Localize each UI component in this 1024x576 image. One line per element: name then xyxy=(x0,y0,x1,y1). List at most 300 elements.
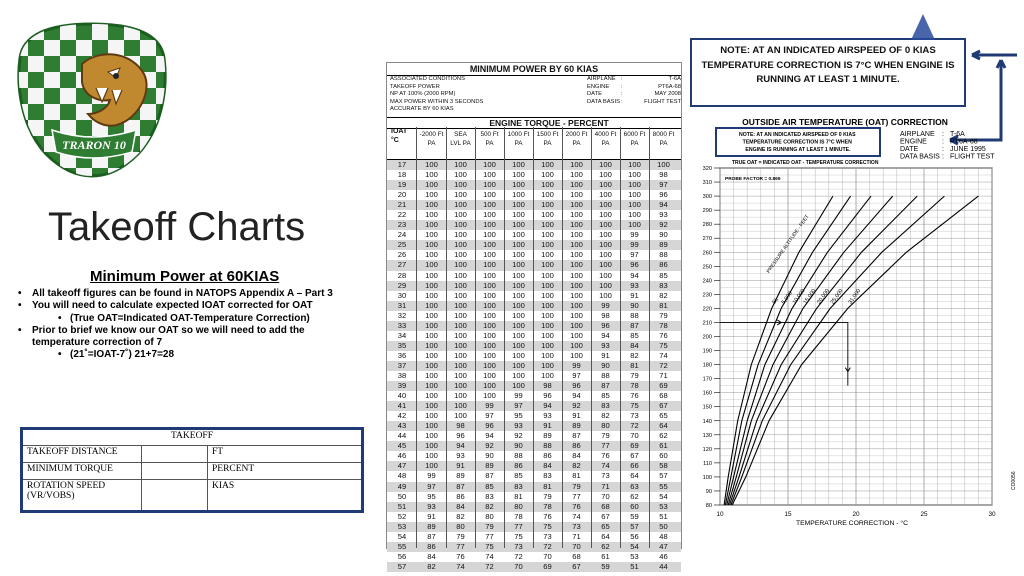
table-row xyxy=(387,381,681,391)
meta-value: PT6A-68 xyxy=(658,83,681,90)
torque-cell: 100 xyxy=(483,330,496,340)
torque-cell: 100 xyxy=(570,230,583,240)
table-row xyxy=(387,502,681,512)
torque-cell: 100 xyxy=(512,381,525,391)
torque-cell: 61 xyxy=(659,441,668,451)
meta-key: AIRPLANE xyxy=(587,76,616,82)
ioat-cell: 52 xyxy=(397,511,407,521)
meta-value: PT6A-68 xyxy=(950,138,978,146)
torque-cell: 100 xyxy=(512,290,525,300)
torque-cell: 100 xyxy=(425,350,438,360)
torque-cell: 99 xyxy=(630,240,639,250)
torque-cell: 100 xyxy=(483,300,496,310)
torque-cell: 100 xyxy=(425,320,438,330)
torque-cell: 70 xyxy=(514,561,523,571)
takeoff-data-card xyxy=(20,427,364,513)
torque-cell: 59 xyxy=(601,561,610,571)
torque-cell: 100 xyxy=(425,391,438,401)
torque-cell: 79 xyxy=(601,431,610,441)
oat-chart-meta xyxy=(900,131,995,161)
torque-cell: 100 xyxy=(512,240,525,250)
torque-cell: 53 xyxy=(630,551,639,561)
torque-cell: 100 xyxy=(541,160,554,169)
ioat-cell: 23 xyxy=(397,220,407,230)
torque-cell: 75 xyxy=(630,401,639,411)
torque-cell: 98 xyxy=(659,170,668,180)
torque-cell: 84 xyxy=(543,461,552,471)
torque-cell: 87 xyxy=(427,531,436,541)
torque-cell: 87 xyxy=(601,381,610,391)
table-row xyxy=(387,281,681,291)
ioat-cell: 20 xyxy=(397,190,407,200)
torque-cell: 72 xyxy=(485,561,494,571)
table-row xyxy=(387,230,681,240)
y-tick-label: 140 xyxy=(702,418,712,425)
torque-cell: 100 xyxy=(512,280,525,290)
takeoff-card-row xyxy=(22,463,363,480)
torque-cell: 86 xyxy=(659,260,668,270)
torque-cell: 100 xyxy=(541,350,554,360)
torque-cell: 62 xyxy=(630,491,639,501)
torque-cell: 87 xyxy=(485,471,494,481)
rotation-speed-field[interactable] xyxy=(142,480,208,512)
torque-cell: 58 xyxy=(659,461,668,471)
torque-cell: 75 xyxy=(659,340,668,350)
torque-cell: 76 xyxy=(630,391,639,401)
x-tick-label: 25 xyxy=(920,511,928,518)
y-tick-label: 270 xyxy=(702,236,712,243)
torque-cell: 57 xyxy=(659,471,668,481)
torque-cell: 100 xyxy=(425,170,438,180)
ioat-cell: 31 xyxy=(397,300,407,310)
torque-cell: 100 xyxy=(570,340,583,350)
ioat-cell: 44 xyxy=(397,431,407,441)
torque-cell: 100 xyxy=(570,170,583,180)
torque-cell: 94 xyxy=(485,431,494,441)
torque-cell: 70 xyxy=(572,541,581,551)
torque-cell: 100 xyxy=(425,290,438,300)
table-row xyxy=(387,441,681,451)
ioat-cell: 26 xyxy=(397,250,407,260)
table-row xyxy=(387,180,681,190)
torque-cell: 98 xyxy=(543,381,552,391)
torque-cell: 100 xyxy=(483,350,496,360)
torque-cell: 89 xyxy=(543,431,552,441)
table-row xyxy=(387,391,681,401)
ioat-cell: 43 xyxy=(397,421,407,431)
torque-cell: 100 xyxy=(483,190,496,200)
svg-text::: : xyxy=(942,131,944,138)
column-header: 1500 Ft PA xyxy=(536,131,559,147)
ioat-cell: 40 xyxy=(397,391,407,401)
torque-cell: 99 xyxy=(630,230,639,240)
torque-cell: 93 xyxy=(630,280,639,290)
torque-cell: 84 xyxy=(630,340,639,350)
torque-cell: 76 xyxy=(659,330,668,340)
torque-cell: 77 xyxy=(572,491,581,501)
torque-cell: 54 xyxy=(630,541,639,551)
torque-cell: 100 xyxy=(483,250,496,260)
torque-cell: 83 xyxy=(485,491,494,501)
torque-cell: 100 xyxy=(454,401,467,411)
torque-cell: 97 xyxy=(659,180,668,190)
ioat-cell: 29 xyxy=(397,280,407,290)
takeoff-card-row xyxy=(22,480,363,512)
table-row xyxy=(387,552,681,562)
torque-cell: 71 xyxy=(601,481,610,491)
ioat-cell: 32 xyxy=(397,310,407,320)
torque-cell: 100 xyxy=(454,310,467,320)
torque-cell: 100 xyxy=(512,210,525,220)
torque-cell: 59 xyxy=(630,511,639,521)
ioat-cell: 49 xyxy=(397,481,407,491)
torque-cell: 79 xyxy=(572,481,581,491)
formula-label: TRUE OAT = INDICATED OAT - TEMPERATURE CORRECTION xyxy=(732,160,879,166)
torque-cell: 100 xyxy=(599,220,612,230)
bullet-item: • You will need to calculate expected IOAT corrected for OAT xyxy=(18,300,348,312)
torque-cell: 100 xyxy=(425,280,438,290)
torque-cell: 100 xyxy=(454,220,467,230)
torque-cell: 64 xyxy=(601,531,610,541)
torque-cell: 100 xyxy=(570,310,583,320)
ioat-cell: 41 xyxy=(397,401,407,411)
torque-cell: 100 xyxy=(425,300,438,310)
arrow-icon xyxy=(997,60,1005,100)
torque-cell: 100 xyxy=(512,200,525,210)
torque-cell: 100 xyxy=(541,180,554,190)
ioat-cell: 50 xyxy=(397,491,407,501)
ioat-cell: 18 xyxy=(397,170,407,180)
torque-cell: 71 xyxy=(659,370,668,380)
ioat-cell: 51 xyxy=(397,501,407,511)
bullet-item: • Prior to brief we know our OAT so we will need to add the temperature correction of 7 xyxy=(18,325,348,350)
torque-cell: 50 xyxy=(659,521,668,531)
torque-cell: 96 xyxy=(456,431,465,441)
torque-cell: 100 xyxy=(454,411,467,421)
torque-cell: 100 xyxy=(599,180,612,190)
torque-cell: 100 xyxy=(599,210,612,220)
torque-cell: 100 xyxy=(570,270,583,280)
meta-key: DATA BASIS xyxy=(587,98,620,105)
torque-cell: 100 xyxy=(425,431,438,441)
torque-cell: 100 xyxy=(483,381,496,391)
y-tick-label: 110 xyxy=(703,460,712,467)
torque-cell: 100 xyxy=(599,190,612,200)
torque-cell: 80 xyxy=(601,421,610,431)
x-tick-label: 20 xyxy=(852,511,860,518)
table-row xyxy=(387,351,681,361)
associated-conditions xyxy=(390,76,530,114)
torque-cell: 100 xyxy=(570,220,583,230)
torque-cell: 100 xyxy=(512,370,525,380)
torque-cell: 86 xyxy=(572,441,581,451)
torque-cell: 91 xyxy=(427,511,436,521)
y-tick-label: 80 xyxy=(705,503,712,509)
torque-cell: 90 xyxy=(514,441,523,451)
torque-cell: 82 xyxy=(572,461,581,471)
torque-cell: 100 xyxy=(425,180,438,190)
small-note-line: TEMPERATURE CORRECTION IS 7°C WHEN xyxy=(742,139,852,146)
ioat-cell: 56 xyxy=(397,551,407,561)
torque-cell: 53 xyxy=(659,501,668,511)
torque-cell: 96 xyxy=(630,260,639,270)
table-row xyxy=(387,562,681,572)
torque-cell: 88 xyxy=(601,370,610,380)
torque-cell: 64 xyxy=(630,471,639,481)
torque-cell: 100 xyxy=(541,170,554,180)
torque-cell: 100 xyxy=(425,360,438,370)
torque-cell: 97 xyxy=(572,370,581,380)
y-tick-label: 290 xyxy=(702,208,712,215)
torque-cell: 73 xyxy=(601,471,610,481)
y-tick-label: 280 xyxy=(702,222,712,229)
altitude-label: 10,000 xyxy=(791,288,807,306)
row-unit: PERCENT xyxy=(208,463,363,480)
torque-cell: 90 xyxy=(601,360,610,370)
torque-cell: 93 xyxy=(601,340,610,350)
table-row xyxy=(387,512,681,522)
torque-cell: 97 xyxy=(630,250,639,260)
torque-cell: 100 xyxy=(425,240,438,250)
torque-cell: 84 xyxy=(427,551,436,561)
torque-cell: 100 xyxy=(570,160,583,169)
torque-cell: 100 xyxy=(454,270,467,280)
torque-cell: 80 xyxy=(485,511,494,521)
table-row xyxy=(387,532,681,542)
meta-key: AIRPLANE xyxy=(900,131,935,138)
torque-cell: 100 xyxy=(425,160,438,169)
traron-10-squadron-logo xyxy=(12,18,172,178)
torque-cell: 47 xyxy=(659,541,668,551)
pressure-altitude-label: PRESSURE ALTITUDE - FEET xyxy=(765,213,811,275)
chart-title: MINIMUM POWER BY 60 KIAS xyxy=(387,64,681,76)
torque-cell: 77 xyxy=(456,541,465,551)
torque-cell: 100 xyxy=(425,421,438,431)
torque-cell: 51 xyxy=(630,561,639,571)
ioat-cell: 30 xyxy=(397,290,407,300)
torque-cell: 100 xyxy=(541,300,554,310)
torque-cell: 100 xyxy=(483,290,496,300)
y-tick-label: 310 xyxy=(702,180,712,187)
table-row xyxy=(387,250,681,260)
torque-cell: 100 xyxy=(570,290,583,300)
x-tick-label: 10 xyxy=(716,511,724,518)
torque-cell: 100 xyxy=(454,350,467,360)
table-row xyxy=(387,522,681,532)
torque-cell: 100 xyxy=(541,230,554,240)
torque-cell: 60 xyxy=(630,501,639,511)
torque-cell: 79 xyxy=(485,521,494,531)
meta-key: DATE xyxy=(900,146,919,153)
table-row xyxy=(387,301,681,311)
column-header: 2000 Ft PA xyxy=(565,131,588,147)
torque-cell: 100 xyxy=(425,411,438,421)
ioat-cell: 53 xyxy=(397,521,407,531)
torque-cell: 90 xyxy=(485,451,494,461)
y-tick-label: 190 xyxy=(702,348,712,355)
note-box: NOTE: AT AN INDICATED AIRSPEED OF 0 KIAS TEMPERATURE CORRECTION IS 7°C WHEN ENGINE IS RUNNING AT LEAST 1 MINUTE. xyxy=(690,38,966,107)
torque-cell: 100 xyxy=(483,270,496,280)
torque-cell: 95 xyxy=(514,411,523,421)
table-row xyxy=(387,341,681,351)
svg-text::: : xyxy=(942,153,944,161)
torque-cell: 100 xyxy=(512,230,525,240)
torque-cell: 62 xyxy=(659,431,668,441)
torque-cell: 100 xyxy=(425,370,438,380)
torque-cell: 100 xyxy=(599,160,612,169)
torque-cell: 89 xyxy=(427,521,436,531)
row-label: MINIMUM TORQUE xyxy=(22,463,142,480)
oat-chart-title: OUTSIDE AIR TEMPERATURE (OAT) CORRECTION xyxy=(742,117,948,127)
torque-cell: 80 xyxy=(456,521,465,531)
torque-cell: 100 xyxy=(541,200,554,210)
torque-cell: 100 xyxy=(425,210,438,220)
torque-cell: 54 xyxy=(659,491,668,501)
y-tick-label: 250 xyxy=(702,264,712,271)
torque-cell: 61 xyxy=(601,551,610,561)
torque-cell: 62 xyxy=(601,541,610,551)
torque-cell: 74 xyxy=(456,561,465,571)
condition-line: ACCURATE BY 60 KIAS xyxy=(390,106,454,112)
torque-cell: 85 xyxy=(630,330,639,340)
torque-cell: 87 xyxy=(572,431,581,441)
arrow-icon xyxy=(972,51,1017,59)
torque-cell: 100 xyxy=(454,370,467,380)
y-tick-label: 130 xyxy=(702,432,712,439)
meta-row: DATA BASIS : FLIGHT TEST xyxy=(587,98,681,105)
torque-cell: 88 xyxy=(543,441,552,451)
torque-cell: 100 xyxy=(541,250,554,260)
torque-cell: 100 xyxy=(599,270,612,280)
svg-text::: : xyxy=(942,138,944,146)
torque-cell: 81 xyxy=(514,491,523,501)
torque-cell: 73 xyxy=(543,531,552,541)
table-row xyxy=(387,170,681,180)
torque-cell: 93 xyxy=(514,421,523,431)
torque-cell: 100 xyxy=(454,160,467,169)
torque-cell: 90 xyxy=(630,300,639,310)
torque-cell: 100 xyxy=(425,451,438,461)
torque-cell: 86 xyxy=(456,491,465,501)
torque-cell: 78 xyxy=(543,501,552,511)
torque-cell: 100 xyxy=(483,360,496,370)
ioat-header: IOAT °C xyxy=(391,128,408,144)
torque-cell: 100 xyxy=(512,360,525,370)
torque-cell: 55 xyxy=(659,481,668,491)
torque-cell: 100 xyxy=(454,381,467,391)
oat-correction-chart xyxy=(690,0,1024,576)
torque-cell: 70 xyxy=(543,551,552,561)
torque-cell: 100 xyxy=(512,160,525,169)
torque-cell: 72 xyxy=(630,421,639,431)
torque-cell: 100 xyxy=(541,190,554,200)
x-tick-label: 15 xyxy=(784,511,792,518)
torque-cell: 69 xyxy=(659,381,668,391)
torque-cell: 100 xyxy=(541,240,554,250)
column-header: -2000 Ft PA xyxy=(419,131,444,147)
torque-cell: 100 xyxy=(483,370,496,380)
table-row xyxy=(387,190,681,200)
torque-cell: 100 xyxy=(454,340,467,350)
meta-value: FLIGHT TEST xyxy=(950,153,995,161)
torque-cell: 73 xyxy=(630,411,639,421)
ioat-cell: 46 xyxy=(397,451,407,461)
y-tick-label: 120 xyxy=(702,446,712,453)
torque-cell: 96 xyxy=(543,391,552,401)
torque-cell: 74 xyxy=(572,511,581,521)
torque-cell: 79 xyxy=(456,531,465,541)
torque-cell: 66 xyxy=(630,461,639,471)
bullet-item: • All takeoff figures can be found in NATOPS Appendix A – Part 3 xyxy=(18,288,348,300)
probe-factor-label: PROBE FACTOR = 0.869 xyxy=(725,177,781,182)
minimum-torque-field[interactable] xyxy=(142,463,208,480)
torque-cell: 74 xyxy=(659,350,668,360)
meta-key: DATA BASIS xyxy=(900,153,940,161)
torque-cell: 100 xyxy=(599,170,612,180)
torque-cell: 82 xyxy=(456,511,465,521)
meta-value: FLIGHT TEST xyxy=(644,98,681,105)
bullet-subitem: • (True OAT=Indicated OAT-Temperature Correction) xyxy=(18,313,348,325)
torque-cell: 85 xyxy=(601,391,610,401)
torque-cell: 100 xyxy=(512,340,525,350)
torque-cell: 100 xyxy=(483,310,496,320)
torque-cell: 100 xyxy=(628,160,641,169)
torque-cell: 67 xyxy=(659,401,668,411)
torque-cell: 99 xyxy=(601,300,610,310)
torque-cell: 100 xyxy=(454,280,467,290)
y-tick-label: 320 xyxy=(702,166,712,172)
torque-cell: 96 xyxy=(572,381,581,391)
torque-cell: 100 xyxy=(512,260,525,270)
altitude-label: 20,000 xyxy=(816,288,832,306)
torque-cell: 99 xyxy=(485,401,494,411)
torque-cell: 100 xyxy=(425,200,438,210)
torque-cell: 82 xyxy=(427,561,436,571)
torque-cell: 100 xyxy=(570,350,583,360)
torque-cell: 100 xyxy=(628,210,641,220)
bullet-list xyxy=(18,288,348,362)
torque-cell: 100 xyxy=(425,220,438,230)
torque-cell: 79 xyxy=(659,310,668,320)
meta-key: ENGINE xyxy=(587,83,610,90)
torque-cell: 82 xyxy=(485,501,494,511)
torque-cell: 100 xyxy=(454,391,467,401)
torque-cell: 100 xyxy=(570,260,583,270)
meta-row: DATE : MAY 2008 xyxy=(587,91,681,97)
torque-cell: 57 xyxy=(630,521,639,531)
torque-cell: 96 xyxy=(485,421,494,431)
torque-cell: 67 xyxy=(601,511,610,521)
y-tick-label: 160 xyxy=(702,390,712,397)
torque-cell: 100 xyxy=(483,180,496,190)
takeoff-distance-field[interactable] xyxy=(142,446,208,463)
torque-cell: 100 xyxy=(483,340,496,350)
torque-cell: 100 xyxy=(541,340,554,350)
svg-text:NOTE: AT AN INDICATED AIRSPEED xyxy=(739,132,857,153)
torque-cell: 100 xyxy=(512,300,525,310)
torque-cell: 91 xyxy=(630,290,639,300)
y-tick-label: 200 xyxy=(702,334,712,341)
torque-cell: 100 xyxy=(541,280,554,290)
ioat-cell: 45 xyxy=(397,441,407,451)
torque-cell: 89 xyxy=(659,240,668,250)
torque-cell: 100 xyxy=(454,250,467,260)
meta-row: AIRPLANE : T-6A xyxy=(587,76,681,82)
torque-cell: 100 xyxy=(628,170,641,180)
torque-cell: 86 xyxy=(514,461,523,471)
torque-cell: 100 xyxy=(425,441,438,451)
meta-value: T-6A xyxy=(950,131,965,138)
